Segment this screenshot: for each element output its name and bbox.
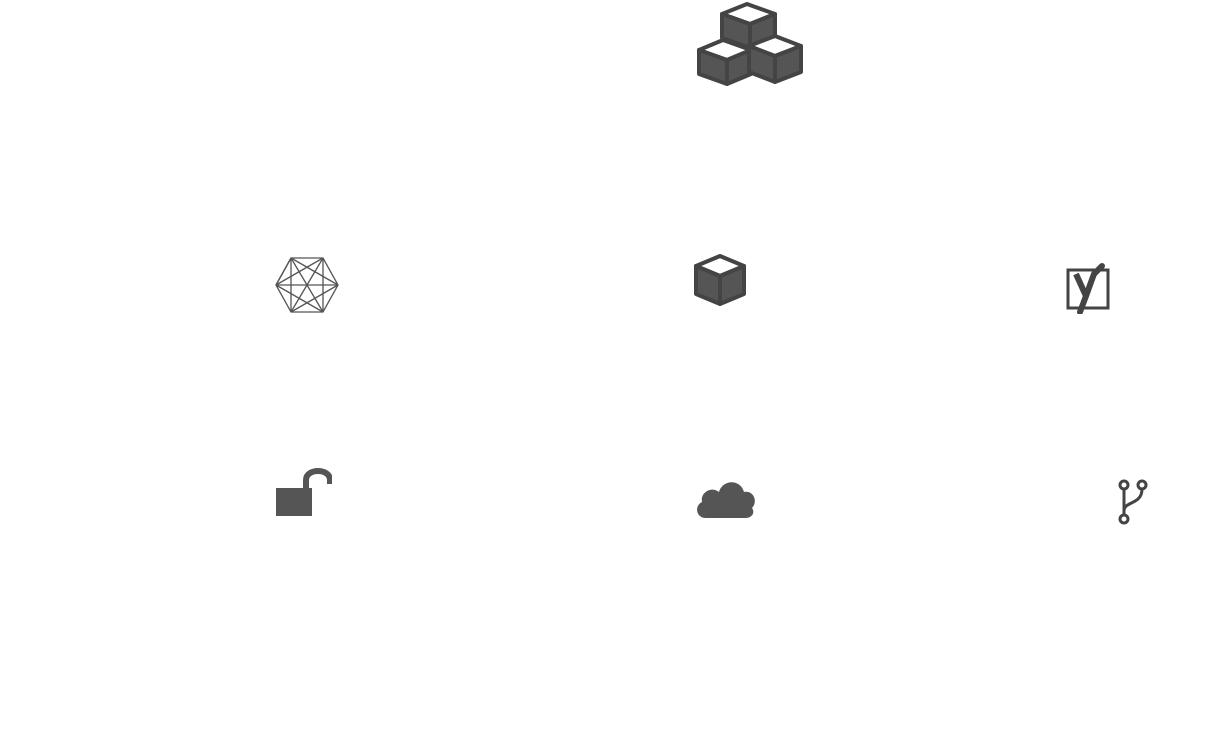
- cube-icon: [692, 254, 748, 306]
- cloud-icon: [692, 472, 758, 522]
- unlock-icon: [276, 466, 332, 518]
- yield-icon: [1062, 262, 1114, 314]
- fork-icon: [1118, 479, 1148, 525]
- cubes-icon: [697, 2, 807, 88]
- network-icon: [274, 256, 340, 314]
